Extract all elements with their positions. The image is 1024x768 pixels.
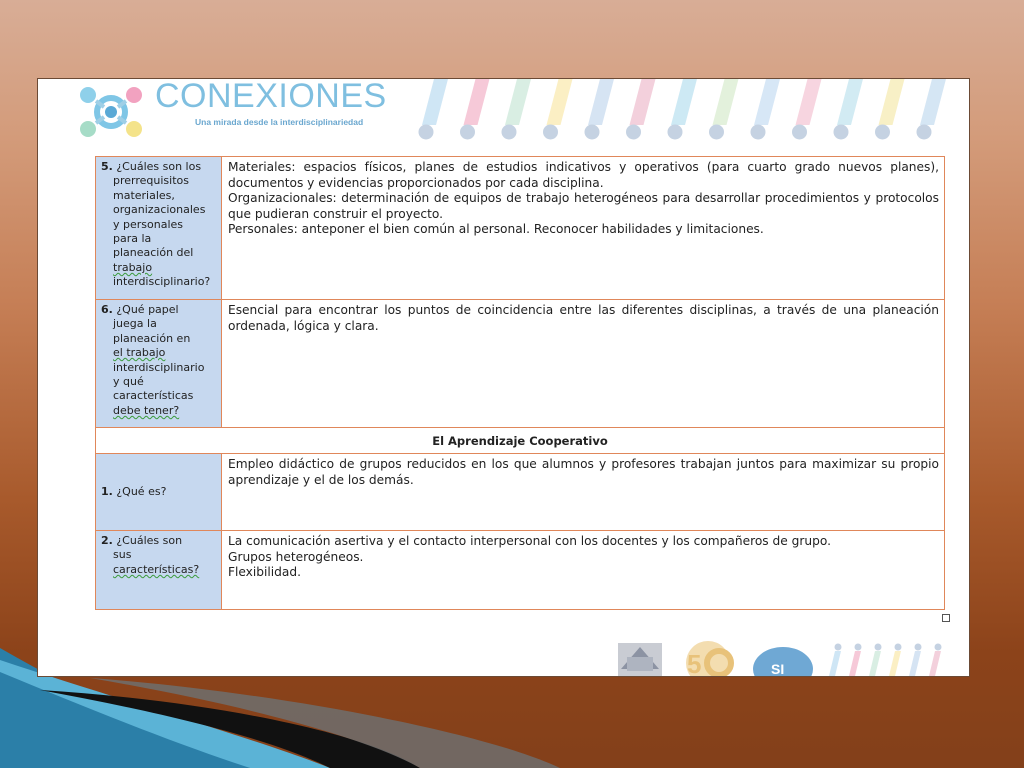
svg-text:5: 5 bbox=[687, 649, 702, 676]
question-line: interdisciplinario? bbox=[113, 275, 211, 289]
question-line: el trabajo bbox=[113, 346, 166, 360]
answer-cell bbox=[222, 454, 945, 531]
table-resize-handle[interactable] bbox=[942, 614, 950, 622]
answer-cell bbox=[222, 531, 945, 610]
footer-logos bbox=[613, 639, 969, 676]
section-row bbox=[96, 428, 945, 454]
answer-line: Flexibilidad. bbox=[228, 565, 301, 580]
section-title: El Aprendizaje Cooperativo bbox=[96, 428, 945, 454]
question-line: planeación del bbox=[113, 246, 194, 260]
header-stripes-decoration bbox=[408, 79, 948, 143]
qa-table bbox=[95, 156, 945, 610]
question-line: ¿Cuáles son bbox=[116, 534, 183, 547]
si-badge-text: SI bbox=[771, 661, 785, 676]
question-line: materiales, bbox=[113, 188, 175, 202]
question-number: 5. bbox=[101, 160, 113, 173]
question-cell bbox=[96, 300, 222, 428]
footer-stripes-decoration bbox=[829, 644, 942, 677]
document-header bbox=[38, 79, 969, 149]
question-line: trabajo bbox=[113, 260, 153, 274]
brand-subtitle: Una mirada desde la interdisciplinariedad bbox=[195, 117, 364, 127]
answer-line: Organizacionales: determinación de equipos de trabajo heterogéneos para desarrollar procedimientos y protocolos que pudieran construir el proyecto. bbox=[228, 191, 939, 221]
table-row bbox=[96, 454, 945, 531]
document-page bbox=[37, 78, 970, 677]
question-line: prerrequisitos bbox=[113, 174, 189, 188]
question-cell bbox=[96, 157, 222, 300]
table-row bbox=[96, 157, 945, 300]
brand-title: CONEXIONES bbox=[155, 78, 387, 115]
question-line: características? bbox=[113, 562, 200, 576]
answer-line: Grupos heterogéneos. bbox=[228, 549, 364, 564]
anniversary-50-logo-icon bbox=[686, 641, 731, 676]
question-cell bbox=[96, 454, 222, 531]
question-line: ¿Qué papel bbox=[116, 303, 179, 316]
question-line: planeación en bbox=[113, 331, 191, 345]
question-number: 6. bbox=[101, 303, 113, 316]
question-line: organizacionales bbox=[113, 203, 206, 217]
answer-cell bbox=[222, 157, 945, 300]
question-line: y personales bbox=[113, 217, 184, 231]
question-line: para la bbox=[113, 232, 152, 246]
question-line: ¿Cuáles son los bbox=[116, 160, 202, 173]
question-line: debe tener? bbox=[113, 403, 180, 417]
answer-line: Personales: anteponer el bien común al personal. Reconocer habilidades y limitaciones. bbox=[228, 222, 764, 237]
answer-cell bbox=[222, 300, 945, 428]
university-seal-icon bbox=[618, 643, 662, 676]
question-line: interdisciplinario bbox=[113, 360, 205, 374]
question-line: ¿Qué es? bbox=[116, 485, 167, 499]
answer-line: Esencial para encontrar los puntos de coincidencia entre las diferentes disciplinas, a través de una planeación ordenada, lógica y clara. bbox=[228, 303, 939, 333]
question-number: 2. bbox=[101, 534, 113, 547]
question-cell bbox=[96, 531, 222, 610]
table-row bbox=[96, 531, 945, 610]
conexiones-logo-icon bbox=[68, 81, 154, 143]
si-badge-icon bbox=[753, 647, 813, 676]
answer-line: La comunicación asertiva y el contacto interpersonal con los docentes y los compañeros de grupo. bbox=[228, 534, 831, 548]
question-line: características bbox=[113, 389, 194, 403]
table-row bbox=[96, 300, 945, 428]
question-line: juega la bbox=[113, 317, 157, 331]
answer-line: Materiales: espacios físicos, planes de estudios indicativos y operativos (para cuarto grado nuevos planes), documentos y evidencias proporcionados por cada disciplina. bbox=[228, 160, 939, 190]
question-line: y qué bbox=[113, 375, 144, 389]
answer-line: Empleo didáctico de grupos reducidos en los que alumnos y profesores trabajan juntos para maximizar su propio aprendizaje y el de los demás. bbox=[228, 457, 939, 487]
question-number: 1. bbox=[101, 485, 113, 499]
question-line: sus bbox=[113, 548, 132, 562]
